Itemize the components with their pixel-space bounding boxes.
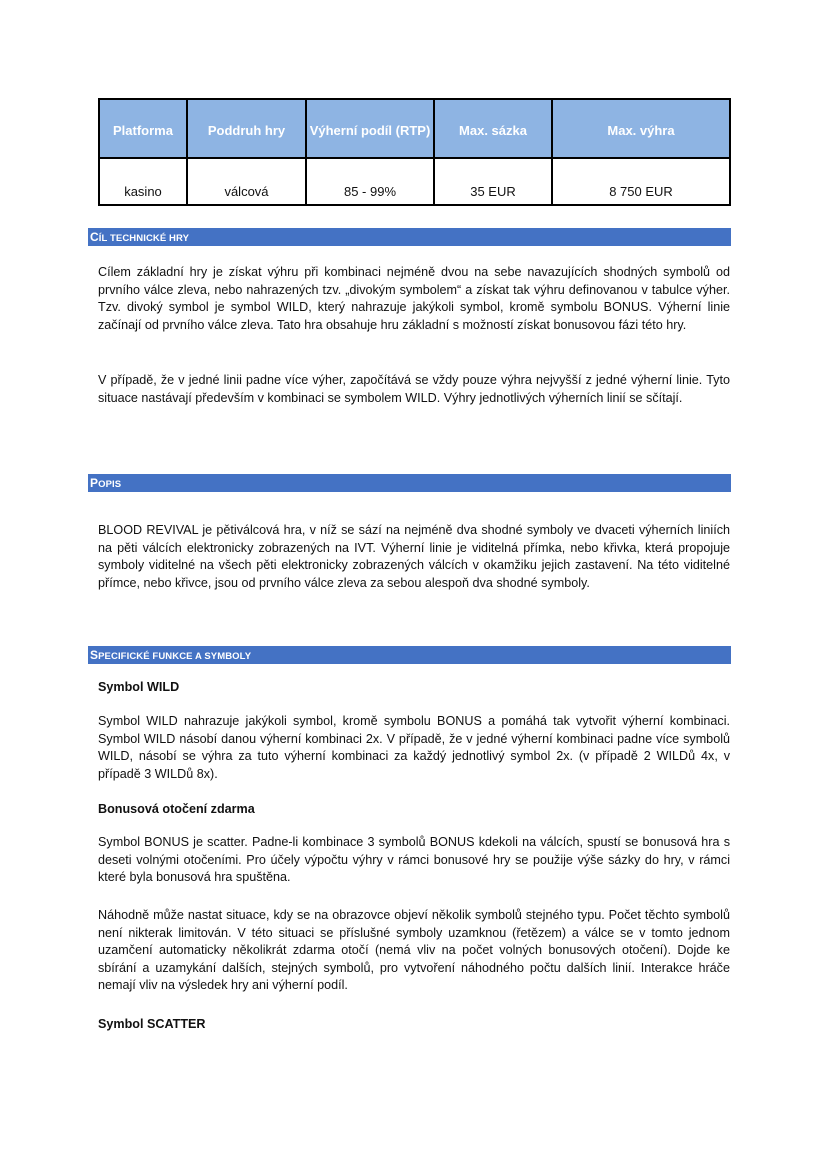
header-max-vyhra: Max. výhra — [552, 99, 730, 158]
table-row — [99, 158, 730, 205]
cell-max-vyhra: 8 750 EUR — [552, 158, 730, 205]
paragraph-symbol-wild: Symbol WILD nahrazuje jakýkoli symbol, kromě symbolu BONUS a pomáhá tak vytvořit výherní kombinaci. Symbol WILD násobí danou výherní kombinaci 2x. V případě, že v jedné výherní kombinaci padne více symbolů WILD, násobí se výhra za tuto výherní kombinaci za každý jednotlivý symbol 2x. (v případě 2 WILDů 4x, v případě 3 WILDů 8x). — [98, 714, 730, 781]
section-heading-cil-technicke-hry — [88, 228, 731, 246]
header-max-sazka: Max. sázka — [434, 99, 552, 158]
cell-poddruh-hry: válcová — [187, 158, 306, 205]
paragraph-bonus-1: Symbol BONUS je scatter. Padne-li kombinace 3 symbolů BONUS kdekoli na válcích, spustí se bonusová hra s deseti volnými otočeními. Pro účely výpočtu výhry v rámci bonusové hry se použije výše sázky do hry, v rámci které byla bonusová hra spuštěna. — [98, 835, 730, 885]
game-info-table — [98, 98, 731, 206]
subheading-symbol-scatter: Symbol SCATTER — [98, 1017, 206, 1031]
section-heading-specificke-funkce — [88, 646, 731, 664]
section-heading-initial: S — [90, 648, 99, 662]
header-platforma: Platforma — [99, 99, 187, 158]
cell-platforma: kasino — [99, 158, 187, 205]
header-poddruh-hry: Poddruh hry — [187, 99, 306, 158]
table-header-row — [99, 99, 730, 158]
subheading-bonusova-otoceni: Bonusová otočení zdarma — [98, 802, 255, 816]
section-heading-rest: PECIFICKÉ FUNKCE A SYMBOLY — [98, 651, 252, 662]
cell-vyherni-podil: 85 - 99% — [306, 158, 434, 205]
cell-max-sazka: 35 EUR — [434, 158, 552, 205]
paragraph-cil-2: V případě, že v jedné linii padne více výher, započítává se vždy pouze výhra nejvyšší z jedné výherní linie. Tyto situace nastávají především v kombinaci se symbolem WILD. Výhry jednotlivých výherních linií se sčítají. — [98, 373, 730, 405]
header-vyherni-podil: Výherní podíl (RTP) — [306, 99, 434, 158]
subheading-symbol-wild: Symbol WILD — [98, 680, 180, 694]
paragraph-bonus-2: Náhodně může nastat situace, kdy se na obrazovce objeví několik symbolů stejného typu. Počet těchto symbolů není nikterak limitován. V této situaci se příslušné symboly uzamknou (řetězem) a válce se v tomto jednom uzamčení automaticky několikrát zdarma otočí (nemá vliv na počet volných bonusových otočení). Dojde ke sbírání a uzamykání dalších, stejných symbolů, pro vytvoření náhodného počtu dalších linií. Interakce hráče nemají vliv na výsledek hry ani výherní podíl. — [98, 908, 730, 993]
section-heading-rest: OPIS — [98, 479, 122, 490]
paragraph-cil-1: Cílem základní hry je získat výhru při kombinaci nejméně dvou na sebe navazujících shodných symbolů od prvního válce zleva, nebo nahrazených tzv. „divokým symbolem“ a získat tak výhru definovanou v tabulce výher. Tzv. divoký symbol je symbol WILD, který nahrazuje jakýkoli symbol, kromě symbolu BONUS. Výherní linie začínají od prvního válce zleva. Tato hra obsahuje hru základní s možností získat bonusovou fázi této hry. — [98, 265, 730, 332]
section-heading-initial: P — [90, 476, 99, 490]
section-heading-rest: ÍL TECHNICKÉ HRY — [98, 233, 190, 244]
paragraph-popis: BLOOD REVIVAL je pětiválcová hra, v níž se sází na nejméně dva shodné symboly ve dvaceti výherních liniích na pěti válcích elektronicky zobrazených na IVT. Výherní linie je viditelná přímka, nebo křivka, která propojuje symboly viditelné na všech pěti elektronicky zobrazených válcích v okamžiku jejich zastavení. Na této viditelné přímce, nebo křivce, jsou od prvního válce zleva za sebou alespoň dva shodné symboly. — [98, 523, 730, 590]
section-heading-initial: C — [90, 230, 99, 244]
section-heading-popis — [88, 474, 731, 492]
